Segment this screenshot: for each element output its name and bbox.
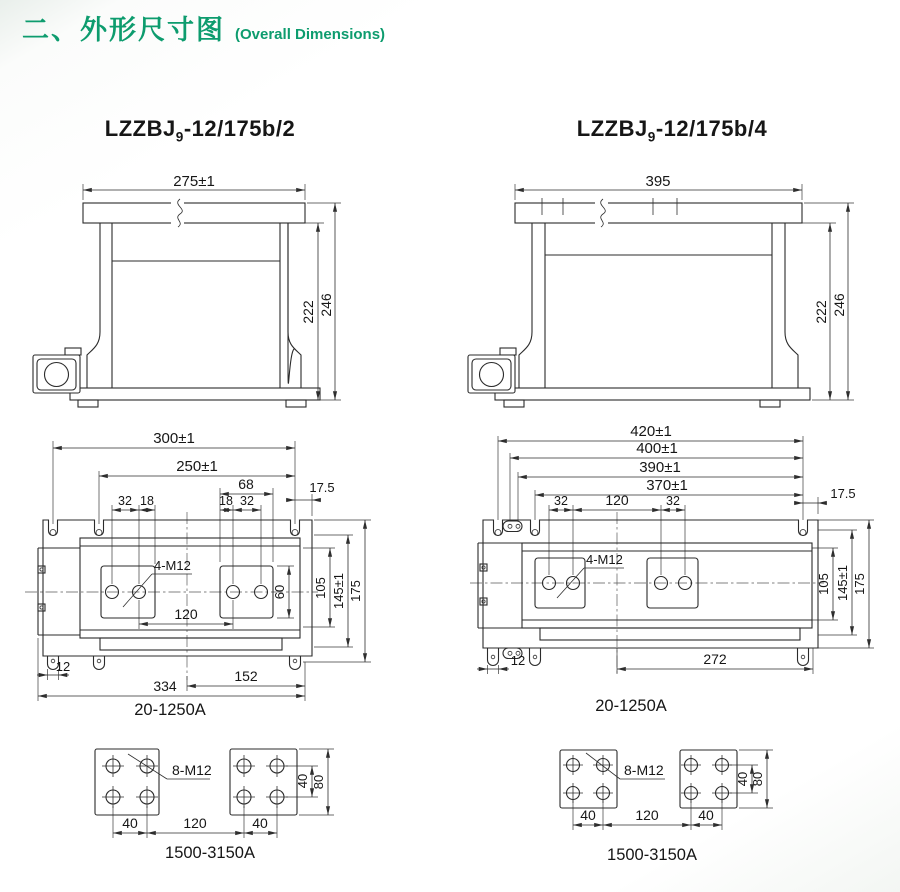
- terminal-plates-outline: [95, 749, 297, 815]
- extension-lines: [515, 184, 854, 400]
- dim-foot: 12: [55, 659, 71, 674]
- extension-lines: [83, 184, 341, 400]
- current-range-label: 20-1250A: [134, 701, 206, 719]
- dim-334: 334: [153, 678, 177, 694]
- model-title-right-suffix: -12/175b/4: [655, 116, 768, 141]
- dim-370: 370±1: [646, 477, 688, 494]
- model-title-left-sub: 9: [175, 129, 184, 145]
- dim-span-left: 32: [118, 494, 132, 508]
- dim-plan-overall: 420±1: [630, 423, 672, 440]
- current-range-label: 1500-3150A: [165, 844, 255, 862]
- dim-pad-height: 60: [272, 584, 287, 600]
- dim-175: 175: [852, 573, 867, 595]
- dim-front-inner-height: 222: [813, 300, 829, 324]
- dim-front-total-height: 246: [318, 293, 334, 317]
- dim-40b: 40: [252, 815, 268, 831]
- dim-145: 145±1: [835, 564, 850, 602]
- dim-hole-gap: 120: [174, 606, 198, 622]
- dim-105: 105: [313, 577, 328, 599]
- dim-pad-width: 68: [238, 476, 254, 492]
- dim-272: 272: [703, 651, 727, 667]
- thread-callout: 8-M12: [172, 762, 212, 778]
- dim-front-width: 395: [645, 173, 671, 190]
- dim-120: 120: [635, 807, 659, 823]
- dimension-lines: [498, 441, 869, 669]
- terminal-tick-marks: [542, 198, 677, 215]
- dim-120: 120: [183, 815, 207, 831]
- transformer-outline: [33, 203, 320, 407]
- dim-edge: 17.5: [309, 480, 335, 495]
- dim-v80: 80: [311, 774, 326, 790]
- small-details: [40, 530, 298, 663]
- dim-foot: 12: [510, 653, 526, 668]
- small-details: [482, 524, 806, 659]
- dim-152: 152: [234, 668, 258, 684]
- plan-view-right-drawing: [462, 424, 882, 724]
- thread-callout: 8-M12: [624, 762, 664, 778]
- dim-v40: 40: [735, 771, 750, 787]
- model-title-right-prefix: LZZBJ: [576, 116, 648, 141]
- dim-v80: 80: [750, 771, 765, 787]
- dimension-lines: [573, 750, 767, 825]
- dim-v40: 40: [295, 773, 310, 789]
- thread-callout: 4-M12: [154, 558, 191, 573]
- plan-view-left-drawing: [15, 428, 383, 718]
- dim-front-inner-height: 222: [300, 300, 316, 324]
- model-title-right: [512, 116, 832, 144]
- section-heading-en: (Overall Dimensions): [235, 26, 386, 43]
- dim-edge-left: 18: [140, 494, 154, 508]
- current-range-label: 1500-3150A: [607, 846, 697, 864]
- model-title-left-suffix: -12/175b/2: [183, 116, 296, 141]
- section-heading: [22, 8, 385, 47]
- dim-40b: 40: [698, 807, 714, 823]
- dim-145: 145±1: [331, 572, 346, 610]
- section-heading-cn: 二、外形尺寸图: [22, 15, 225, 45]
- dimension-lines: [83, 190, 335, 400]
- dim-span-right: 32: [666, 494, 680, 508]
- dim-400: 400±1: [636, 440, 678, 457]
- dim-plan-mount: 250±1: [176, 458, 218, 475]
- front-view-left-drawing: [28, 172, 368, 422]
- hole-crosshairs: [563, 753, 732, 803]
- dim-390: 390±1: [639, 459, 681, 476]
- dim-plan-overall: 300±1: [153, 430, 195, 447]
- dim-105: 105: [816, 573, 831, 595]
- dim-front-total-height: 246: [831, 293, 847, 317]
- terminal-view-right-drawing: [540, 728, 870, 878]
- thread-callout: 4-M12: [586, 552, 623, 567]
- model-title-left: [40, 116, 360, 144]
- transformer-outline: [468, 203, 810, 407]
- base-flange-outline: [38, 520, 312, 670]
- extension-lines: [113, 749, 334, 838]
- dim-hole-gap: 120: [605, 492, 629, 508]
- model-title-left-prefix: LZZBJ: [104, 116, 176, 141]
- dimension-lines: [113, 749, 328, 833]
- model-title-right-sub: 9: [647, 129, 656, 145]
- base-flange-outline: [478, 520, 818, 666]
- front-view-right-drawing: [462, 172, 874, 422]
- terminal-view-left-drawing: [60, 728, 380, 878]
- dim-span-left: 32: [554, 494, 568, 508]
- dim-40a: 40: [580, 807, 596, 823]
- dim-40a: 40: [122, 815, 138, 831]
- dim-edge-right: 18: [219, 494, 233, 508]
- dim-front-width: 275±1: [173, 173, 215, 190]
- dim-span-right: 32: [240, 494, 254, 508]
- dim-175: 175: [348, 580, 363, 602]
- dim-edge: 17.5: [830, 486, 856, 501]
- current-range-label: 20-1250A: [595, 697, 667, 715]
